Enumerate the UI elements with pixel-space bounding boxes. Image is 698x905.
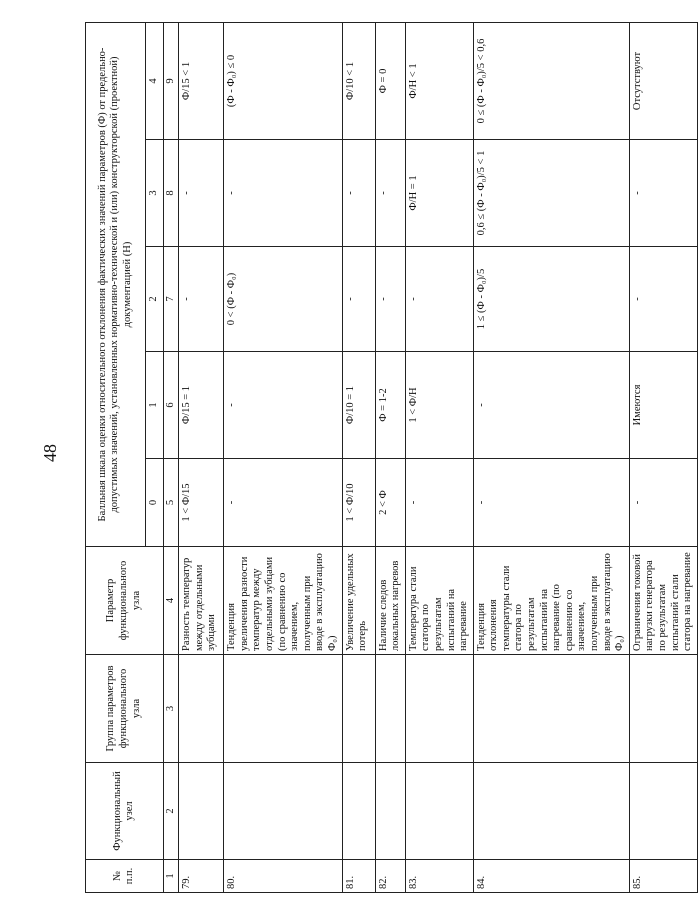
parameter-group [629,655,697,763]
score-header: 0 [146,459,164,547]
score-header: 3 [146,140,164,247]
column-index: 3 [163,655,179,763]
score-0-value: 2 < Ф [375,459,405,547]
header-num: № п.п. [86,860,164,893]
score-0-value: 1 < Ф/15 [179,459,224,547]
score-2-value: - [629,247,697,352]
score-3-value: 0,6 ≤ (Ф - Ф₀)/5 < 1 [473,140,629,247]
parameter-group [473,655,629,763]
parameter-name: Разность температур между отдельными зубцами [179,547,224,655]
row-number: 81. [342,860,375,893]
row-number: 85. [629,860,697,893]
functional-node [224,763,342,860]
score-3-value: - [375,140,405,247]
score-4-value: Отсутствуют [629,22,697,139]
parameter-name: Тенденция увеличения разности температур между отдельными зубцами (по сравнению со значением, полученным при вводе в эксплуатацию Ф₀) [224,547,342,655]
score-4-value: 0 ≤ (Ф - Ф₀)/5 < 0,6 [473,22,629,139]
score-4-value: Ф/10 < 1 [342,22,375,139]
score-3-value: - [629,140,697,247]
score-4-value: Ф/15 < 1 [179,22,224,139]
table-row [473,22,629,892]
score-4-value: Ф = 0 [375,22,405,139]
functional-node [342,763,375,860]
parameter-name: Тенденция отклонения температуры стали статора по результатам испытаний на нагревание (по сравнению со значением, полученным при вводе в эксплуатацию Ф₀) [473,547,629,655]
score-1-value: Ф/15 = 1 [179,352,224,459]
table-row [405,22,473,892]
score-header: 4 [146,22,164,139]
column-index: 9 [163,22,179,139]
column-index: 1 [163,860,179,893]
table-row [342,22,375,892]
score-2-value: 1 ≤ (Ф - Ф₀)/5 [473,247,629,352]
parameter-group [405,655,473,763]
column-index: 5 [163,459,179,547]
score-2-value: - [405,247,473,352]
parameter-name: Увеличение удельных потерь [342,547,375,655]
parameter-group [224,655,342,763]
column-index: 4 [163,547,179,655]
score-2-value: - [375,247,405,352]
header-row [86,22,146,892]
parameter-table [85,22,698,893]
functional-node [473,763,629,860]
column-index: 8 [163,140,179,247]
parameter-group [179,655,224,763]
score-4-value: (Ф - Ф₀) ≤ 0 [224,22,342,139]
score-0-value: - [224,459,342,547]
functional-node [179,763,224,860]
rotated-table-wrapper [85,23,694,893]
header-param: Параметр функционального узла [86,547,164,655]
table-row [375,22,405,892]
parameter-group [375,655,405,763]
header-group: Группа параметров функционального узла [86,655,164,763]
table-row [179,22,224,892]
functional-node [375,763,405,860]
parameter-name: Наличие следов локальных нагревов [375,547,405,655]
row-number: 82. [375,860,405,893]
parameter-group [342,655,375,763]
score-0-value: - [405,459,473,547]
score-2-value: - [342,247,375,352]
header-scale: Балльная шкала оценки относительного отклонения фактических значений параметров (Ф) от предельно-допустимых значений, установленных нормативно-технической и (или) конструкторской (проектной) документацией (Н) [86,22,146,546]
functional-node [405,763,473,860]
score-3-value: - [342,140,375,247]
page-number: 48 [40,444,60,462]
parameter-name: Ограничения токовой нагрузки генератора по результатам испытаний стали статора на нагревание [629,547,697,655]
score-1-value: Ф/10 = 1 [342,352,375,459]
row-number: 84. [473,860,629,893]
column-index: 2 [163,763,179,860]
header-node: Функциональный узел [86,763,164,860]
column-index: 6 [163,352,179,459]
column-index: 7 [163,247,179,352]
score-3-value: Ф/Н = 1 [405,140,473,247]
score-2-value: - [179,247,224,352]
score-1-value: - [473,352,629,459]
score-1-value: Ф = 1-2 [375,352,405,459]
score-3-value: - [179,140,224,247]
parameter-name: Температура стали статора по результатам испытаний на нагревание [405,547,473,655]
score-0-value: - [629,459,697,547]
score-0-value: - [473,459,629,547]
score-2-value: 0 < (Ф - Ф₀) [224,247,342,352]
score-1-value: - [224,352,342,459]
score-4-value: Ф/Н < 1 [405,22,473,139]
table-row [224,22,342,892]
score-1-value: 1 < Ф/Н [405,352,473,459]
row-number: 80. [224,860,342,893]
functional-node [629,763,697,860]
row-number: 83. [405,860,473,893]
score-1-value: Имеются [629,352,697,459]
score-0-value: 1 < Ф/10 [342,459,375,547]
score-3-value: - [224,140,342,247]
score-header: 1 [146,352,164,459]
table-row [629,22,697,892]
row-number: 79. [179,860,224,893]
column-index-row [163,22,179,892]
score-header: 2 [146,247,164,352]
